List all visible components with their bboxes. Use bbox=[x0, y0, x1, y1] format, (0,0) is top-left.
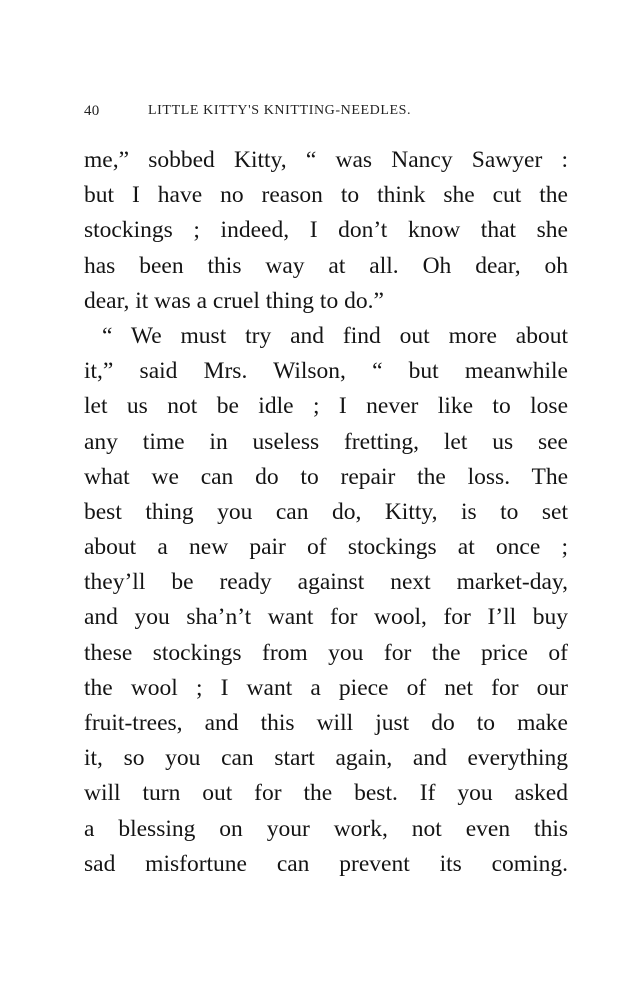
text-line: it, so you can start again, and everything bbox=[84, 745, 568, 772]
text-line: “ We must try and find out more about bbox=[102, 322, 568, 349]
text-line: and you sha’n’t want for wool, for I’ll buy bbox=[84, 604, 568, 631]
text-line: the wool ; I want a piece of net for our bbox=[84, 674, 568, 701]
text-line: they’ll be ready against next market-day, bbox=[84, 569, 568, 596]
text-line: dear, it was a cruel thing to do.” bbox=[84, 287, 384, 314]
text-line: what we can do to repair the loss. The bbox=[84, 463, 568, 490]
page-number: 40 bbox=[84, 103, 100, 119]
text-line: let us not be idle ; I never like to lose bbox=[84, 393, 568, 420]
text-line: but I have no reason to think she cut the bbox=[84, 182, 568, 209]
text-line: a blessing on your work, not even this bbox=[84, 815, 568, 842]
text-line: it,” said Mrs. Wilson, “ but meanwhile bbox=[84, 358, 568, 385]
text-line: will turn out for the best. If you asked bbox=[84, 780, 568, 807]
page-header bbox=[84, 103, 564, 125]
text-line: fruit-trees, and this will just do to make bbox=[84, 710, 568, 736]
text-line: best thing you can do, Kitty, is to set bbox=[84, 498, 568, 525]
text-line: sad misfortune can prevent its coming. bbox=[84, 850, 568, 877]
body-text bbox=[84, 143, 568, 882]
text-line: any time in useless fretting, let us see bbox=[84, 428, 568, 455]
text-line: about a new pair of stockings at once ; bbox=[84, 534, 568, 561]
text-line: me,” sobbed Kitty, “ was Nancy Sawyer : bbox=[84, 147, 568, 173]
text-line: stockings ; indeed, I don’t know that she bbox=[84, 217, 568, 244]
running-title: LITTLE KITTY'S KNITTING-NEEDLES. bbox=[148, 103, 412, 118]
text-line: has been this way at all. Oh dear, oh bbox=[84, 252, 568, 279]
text-line: these stockings from you for the price of bbox=[84, 639, 568, 666]
